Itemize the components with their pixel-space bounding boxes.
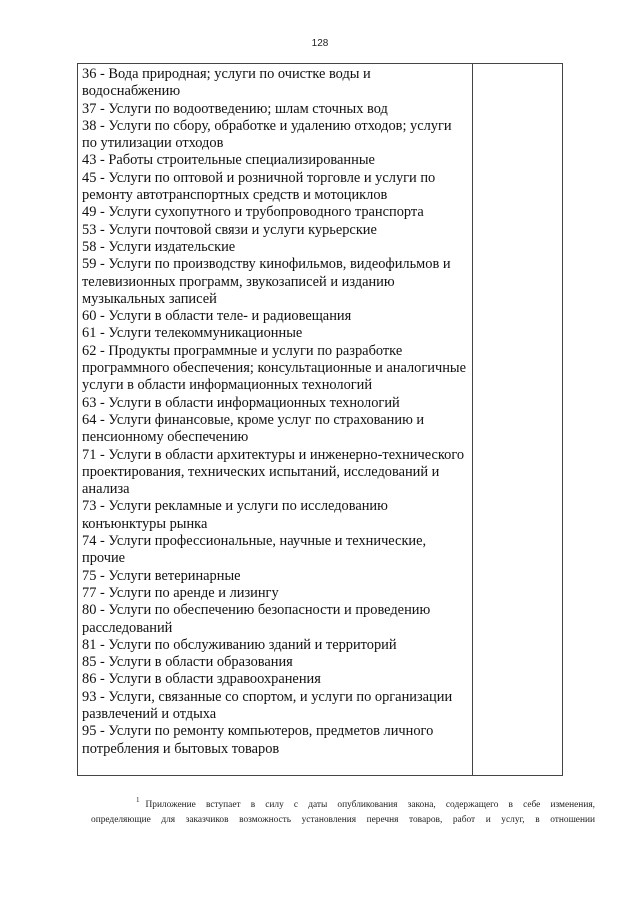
codes-cell [78,64,473,776]
list-item: 63 - Услуги в области информационных технологий [82,394,400,411]
list-item: 61 - Услуги телекоммуникационные [82,325,303,342]
list-item: 53 - Услуги почтовой связи и услуги курьерские [82,221,377,238]
footnote-text-2: определяющие для заказчиков возможность установления перечня товаров, работ и услуг, в отношении [91,815,595,825]
list-item: 60 - Услуги в области теле- и радиовещания [82,308,352,325]
list-item: 81 - Услуги по обслуживанию зданий и территорий [82,636,397,653]
footnote-line [91,793,595,813]
list-item: 93 - Услуги, связанные со спортом, и услуги по организации развлечений и отдыха [82,688,453,722]
footnote-text-1: Приложение вступает в силу с даты опубликования закона, содержащего в себе изменения, [145,800,595,810]
list-item: 71 - Услуги в области архитектуры и инженерно-технического проектирования, технических испытаний, исследований и анализа [82,446,465,498]
footnote [91,793,595,828]
table-row [78,64,563,776]
codes-list [78,64,472,758]
page-number: 128 [311,38,329,49]
list-item: 38 - Услуги по сбору, обработке и удалению отходов; услуги по утилизации отходов [82,117,452,152]
list-item: 86 - Услуги в области здравоохранения [82,671,321,688]
list-item: 95 - Услуги по ремонту компьютеров, предметов личного потребления и бытовых товаров [82,723,434,757]
list-item: 37 - Услуги по водоотведению; шлам сточных вод [82,100,388,117]
empty-cell [473,64,563,776]
list-item: 64 - Услуги финансовые, кроме услуг по страхованию и пенсионному обеспечению [82,411,425,446]
list-item: 36 - Вода природная; услуги по очистке воды и водоснабжению [82,66,371,100]
list-item: 43 - Работы строительные специализированные [82,152,375,169]
list-item: 59 - Услуги по производству кинофильмов, видеофильмов и телевизионных программ, звукозаписей и изданию музыкальных записей [82,256,451,307]
footnote-mark: 1 [136,796,140,804]
codes-table [77,63,563,776]
list-item: 80 - Услуги по обеспечению безопасности и проведению расследований [82,602,431,636]
list-item: 74 - Услуги профессиональные, научные и технические, прочие [82,533,427,567]
list-item: 49 - Услуги сухопутного и трубопроводного транспорта [82,204,424,221]
list-item: 73 - Услуги рекламные и услуги по исследованию конъюнктуры рынка [82,498,388,532]
list-item: 75 - Услуги ветеринарные [82,567,241,584]
list-item: 62 - Продукты программные и услуги по разработке программного обеспечения; консультационные и аналогичные услуги в области информационных технологий [82,342,466,394]
list-item: 77 - Услуги по аренде и лизингу [82,584,279,601]
list-item: 45 - Услуги по оптовой и розничной торговле и услуги по ремонту автотранспортных средств и мотоциклов [82,169,436,204]
list-item: 58 - Услуги издательские [82,238,236,255]
list-item: 85 - Услуги в области образования [82,654,293,671]
